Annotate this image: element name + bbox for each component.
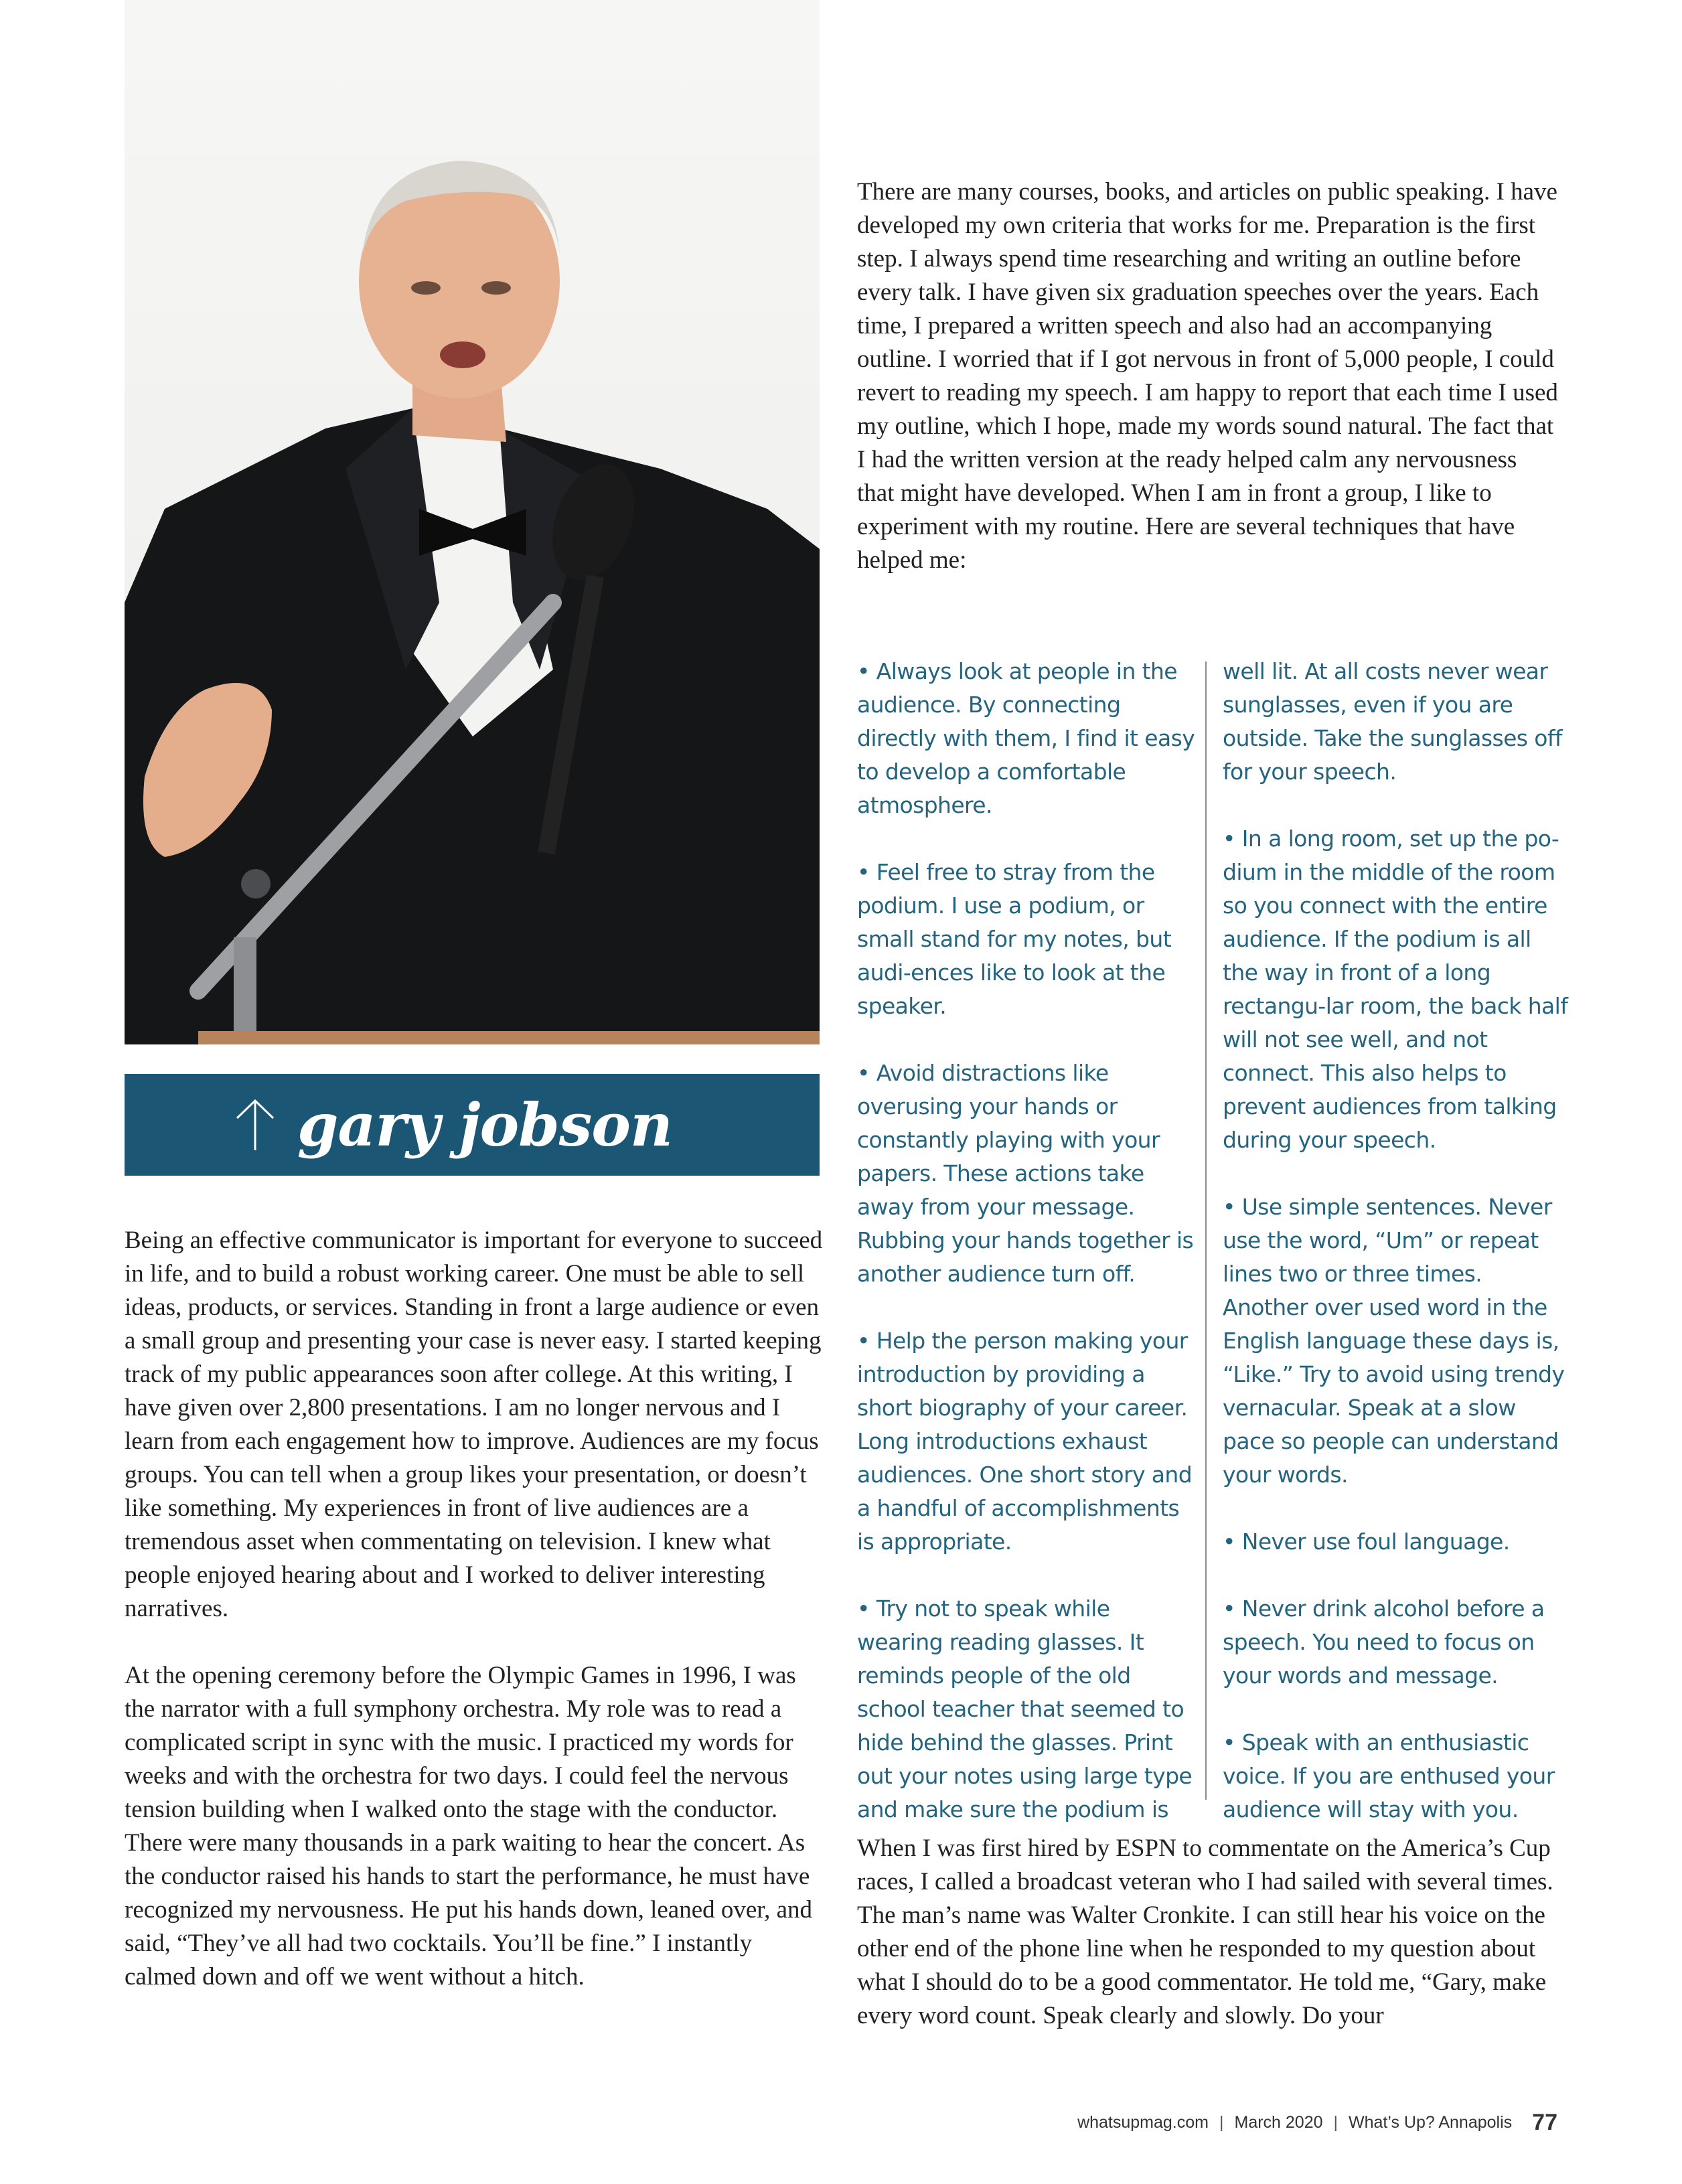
tip-item: • Feel free to stray from the podium. I use a podium, or small stand for my notes, but audi-ences like to look at the speaker.: [857, 859, 1172, 1019]
footer-publication: What’s Up? Annapolis: [1349, 2112, 1513, 2132]
up-arrow-icon: [232, 1097, 279, 1153]
tip-item: • Always look at people in the audience. By connecting directly with them, I find it easy to develop a comfortable atmosphere.: [857, 658, 1195, 818]
tip-item: • Speak with an enthusiastic voice. If you are enthused your audience will stay with you.: [1223, 1729, 1555, 1822]
intro-paragraph: [857, 175, 1560, 577]
tip-item: • Try not to speak while wearing reading glasses. It reminds people of the old school teacher that seemed to hide behind the glasses. Print out your notes using large type and make sure the podium is: [857, 1595, 1193, 1822]
name-banner: [125, 1074, 820, 1176]
page-number: 77: [1532, 2109, 1557, 2135]
paragraph-communicator: Being an effective communicator is important for everyone to succeed in life, and to build a robust working career. One must be able to sell ideas, products, or services. Standing in front a large audience or even a small group and presenting your case is never easy. I started keeping track of my public appearances soon after college. At this writing, I have given over 2,800 presentations. I am no longer nervous and I learn from each engagement how to improve. Audiences are my focus groups. You can tell when a group likes your presentation, or doesn’t like something. My experiences in front of live audiences are a tremendous asset when commentating on television. I knew what people enjoyed hearing about and I worked to deliver interesting narratives.: [125, 1227, 823, 1622]
tips-column-left: [857, 655, 1199, 1860]
tips-column-right: [1223, 655, 1571, 1860]
footer-separator: |: [1219, 2112, 1224, 2132]
tip-item: • Never use foul language.: [1223, 1529, 1510, 1555]
paragraph-olympics: At the opening ceremony before the Olympic Games in 1996, I was the narrator with a full symphony orchestra. My role was to read a complicated script in sync with the music. I practiced my words for weeks and with the orchestra for two days. I could feel the nervous tension building when I walked onto the stage with the conductor. There were many thousands in a park waiting to hear the concert. As the conductor raised his hands to start the performance, he must have recognized my nervousness. He put his hands down, leaned over, and said, “They’ve all had two cocktails. You’ll be fine.” I instantly calmed down and off we went without a hitch.: [125, 1662, 813, 1991]
speaker-photo: [125, 0, 820, 1044]
intro-text: There are many courses, books, and articles on public speaking. I have developed my own criteria that works for me. Preparation is the first step. I always spend time researching and writing an outline before every talk. I have given six graduation speeches over the years. Each time, I prepared a written speech and also had an accompanying outline. I worried that if I got nervous in front of 5,000 people, I could revert to reading my speech. I am happy to report that each time I used my outline, which I hope, made my words sound natural. The fact that I had the written version at the ready helped calm any nervousness that might have developed. When I am in front a group, I like to experiment with my routine. Here are several techniques that have helped me:: [857, 178, 1558, 574]
footer-website: whatsupmag.com: [1077, 2112, 1209, 2132]
footer-date: March 2020: [1234, 2112, 1323, 2132]
tip-item: • Never drink alcohol before a speech. You need to focus on your words and message.: [1223, 1595, 1545, 1689]
tip-item: well lit. At all costs never wear sunglasses, even if you are outside. Take the sunglasses off for your speech.: [1223, 658, 1562, 785]
closing-text: When I was first hired by ESPN to commentate on the America’s Cup races, I called a broadcast veteran who I had sailed with several times. The man’s name was Walter Cronkite. I can still hear his voice on the other end of the phone line when he responded to my question about what I should do to be a good commentator. He told me, “Gary, make every word count. Speak clearly and slowly. Do your: [857, 1835, 1553, 2029]
tip-item: • Avoid distractions like overusing your hands or constantly playing with your papers. These actions take away from your message. Rubbing your hands together is another audience turn off.: [857, 1060, 1194, 1287]
tip-item: • Help the person making your introduction by providing a short biography of your career. Long introductions exhaust audiences. One short story and a handful of accomplishments is appropriate.: [857, 1328, 1193, 1555]
tip-item: • In a long room, set up the po-dium in the middle of the room so you connect with the entire audience. If the podium is all the way in front of a long rectangu-lar room, the back half will not see well, and not connect. This also helps to prevent audiences from talking during your speech.: [1223, 826, 1568, 1153]
left-column: [125, 1224, 825, 1994]
column-divider: [1205, 661, 1207, 1800]
page-footer: [1077, 2102, 1557, 2142]
speaker-illustration: [125, 0, 820, 1044]
author-name: gary jobson: [297, 1090, 672, 1160]
footer-separator: |: [1333, 2112, 1339, 2132]
closing-paragraph: [857, 1832, 1560, 2033]
tip-item: • Use simple sentences. Never use the word, “Um” or repeat lines two or three times. Another over used word in the English language these days is, “Like.” Try to avoid using trendy vernacular. Speak at a slow pace so people can understand your words.: [1223, 1194, 1565, 1488]
